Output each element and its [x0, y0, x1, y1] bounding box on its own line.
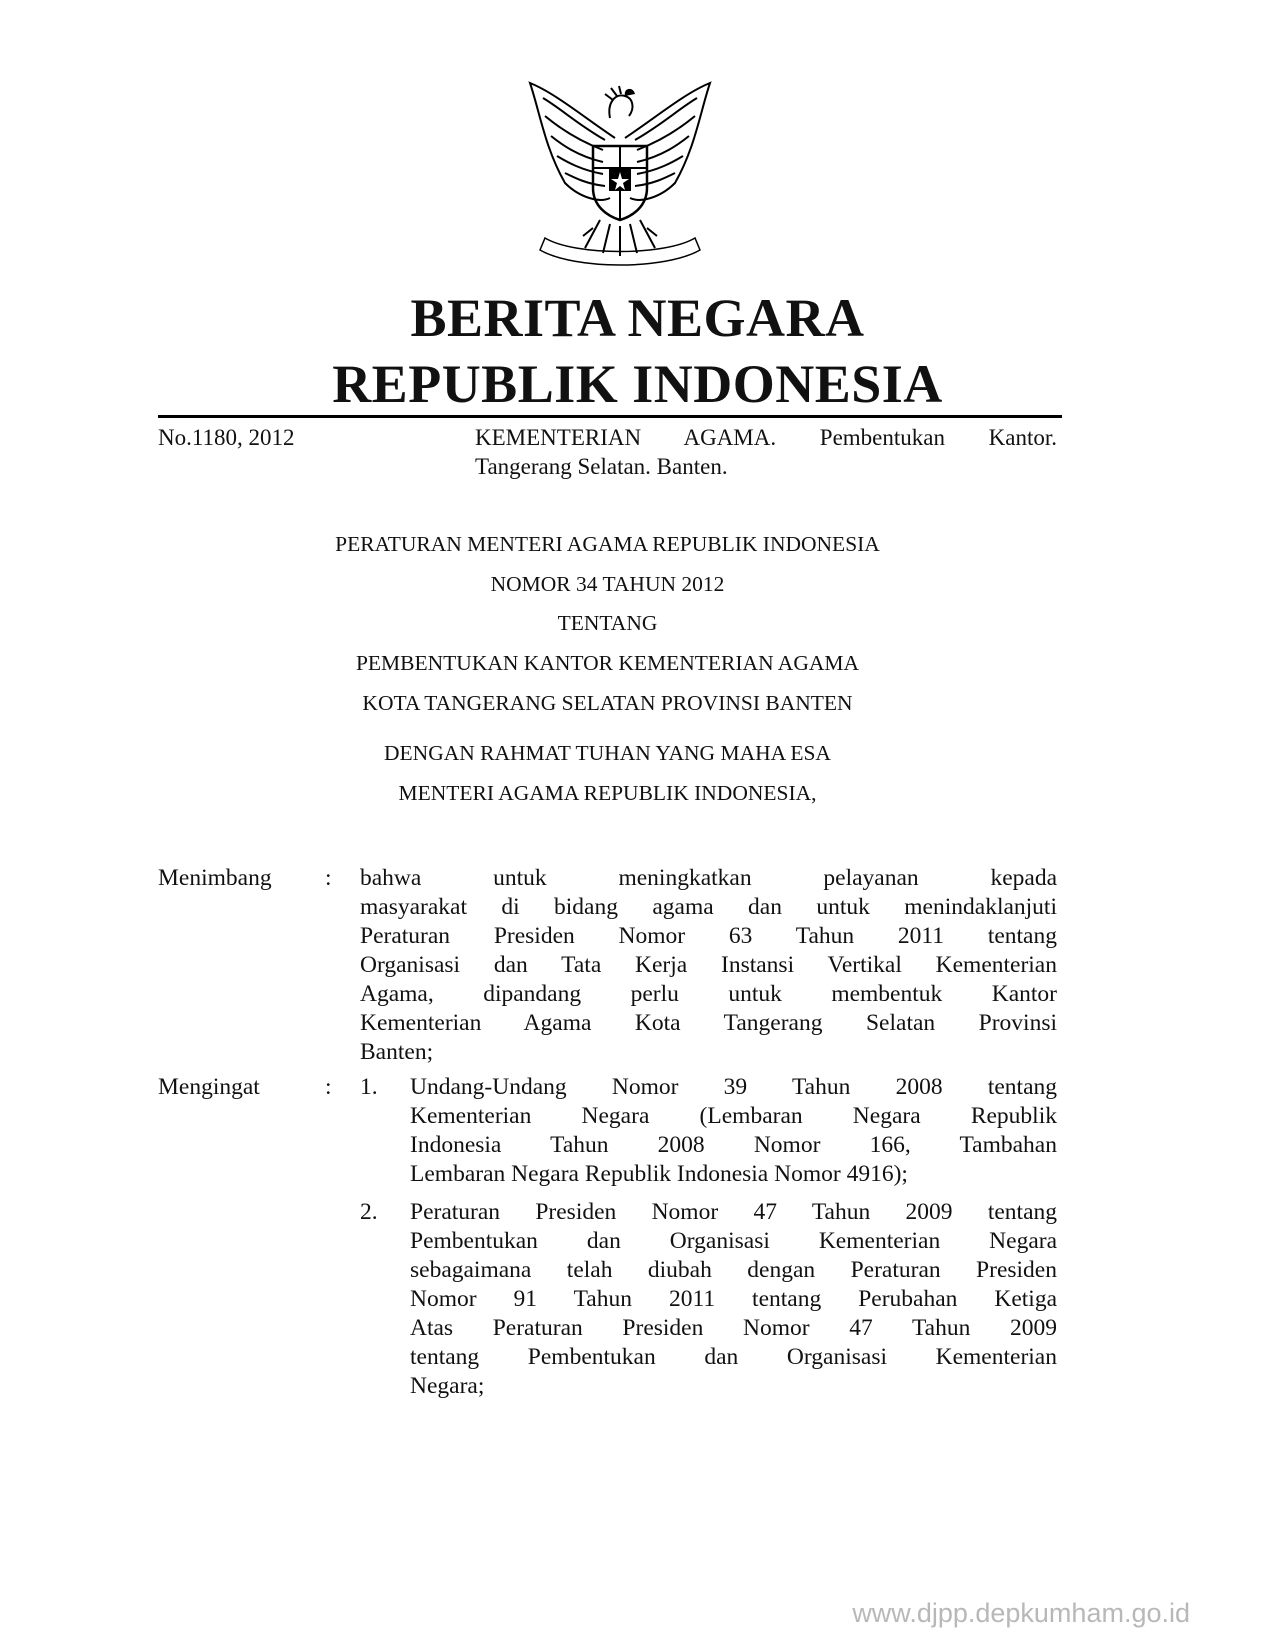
- mengingat-line: Atas Peraturan Presiden Nomor 47 Tahun 2009: [410, 1315, 1057, 1341]
- mengingat-line: Peraturan Presiden Nomor 47 Tahun 2009 tentang: [410, 1199, 1057, 1225]
- regulation-subject-line2: KOTA TANGERANG SELATAN PROVINSI BANTEN: [362, 691, 853, 715]
- mengingat-line: Kementerian Negara (Lembaran Negara Republik: [410, 1103, 1057, 1129]
- mengingat-line: tentang Pembentukan dan Organisasi Kementerian: [410, 1344, 1057, 1370]
- mengingat-line: Negara;: [410, 1373, 485, 1399]
- menimbang-colon: :: [325, 865, 332, 891]
- menimbang-line: Banten;: [360, 1039, 434, 1065]
- mengingat-item-number: 2.: [360, 1199, 378, 1225]
- menimbang-line: Organisasi dan Tata Kerja Instansi Vertikal Kementerian: [360, 952, 1057, 978]
- gazette-summary-line2: Tangerang Selatan. Banten.: [475, 454, 728, 479]
- regulation-subject-line1: PEMBENTUKAN KANTOR KEMENTERIAN AGAMA: [355, 651, 860, 675]
- menimbang-line: Peraturan Presiden Nomor 63 Tahun 2011 tentang: [360, 923, 1057, 949]
- gazette-summary-line1: KEMENTERIAN AGAMA. Pembentukan Kantor.: [475, 425, 1057, 450]
- regulation-about: TENTANG: [557, 611, 658, 635]
- mengingat-colon: :: [325, 1074, 332, 1100]
- preamble-line2: MENTERI AGAMA REPUBLIK INDONESIA,: [398, 781, 817, 805]
- masthead-title-line1: BERITA NEGARA: [410, 288, 865, 348]
- menimbang-text: [360, 864, 1057, 1067]
- menimbang-line: Kementerian Agama Kota Tangerang Selatan Provinsi: [360, 1010, 1057, 1036]
- mengingat-line: Pembentukan dan Organisasi Kementerian Negara: [410, 1228, 1057, 1254]
- menimbang-line: masyarakat di bidang agama dan untuk menindaklanjuti: [360, 894, 1057, 920]
- footer-website-link[interactable]: www.djpp.depkumham.go.id: [852, 1598, 1190, 1628]
- regulation-number: NOMOR 34 TAHUN 2012: [490, 572, 725, 596]
- mengingat-line: sebagaimana telah diubah dengan Peraturan Presiden: [410, 1257, 1057, 1283]
- mengingat-line: Lembaran Negara Republik Indonesia Nomor 4916);: [410, 1161, 908, 1187]
- masthead-divider: [158, 415, 1062, 418]
- mengingat-item-1: [410, 1073, 1057, 1189]
- mengingat-item-2: [410, 1198, 1057, 1401]
- garuda-pancasila-emblem-icon: [515, 78, 725, 278]
- mengingat-label: Mengingat: [158, 1074, 260, 1100]
- mengingat-line: Nomor 91 Tahun 2011 tentang Perubahan Ketiga: [410, 1286, 1057, 1312]
- menimbang-line: Agama, dipandang perlu untuk membentuk Kantor: [360, 981, 1057, 1007]
- mengingat-line: Undang-Undang Nomor 39 Tahun 2008 tentang: [410, 1074, 1057, 1100]
- mengingat-item-number: 1.: [360, 1074, 378, 1100]
- gazette-number: No.1180, 2012: [158, 425, 295, 450]
- regulation-title: PERATURAN MENTERI AGAMA REPUBLIK INDONESIA: [335, 532, 880, 556]
- masthead-title-line2: REPUBLIK INDONESIA: [332, 354, 943, 414]
- menimbang-label: Menimbang: [158, 865, 272, 891]
- menimbang-line: bahwa untuk meningkatkan pelayanan kepada: [360, 865, 1057, 891]
- mengingat-line: Indonesia Tahun 2008 Nomor 166, Tambahan: [410, 1132, 1057, 1158]
- preamble-line1: DENGAN RAHMAT TUHAN YANG MAHA ESA: [384, 741, 831, 765]
